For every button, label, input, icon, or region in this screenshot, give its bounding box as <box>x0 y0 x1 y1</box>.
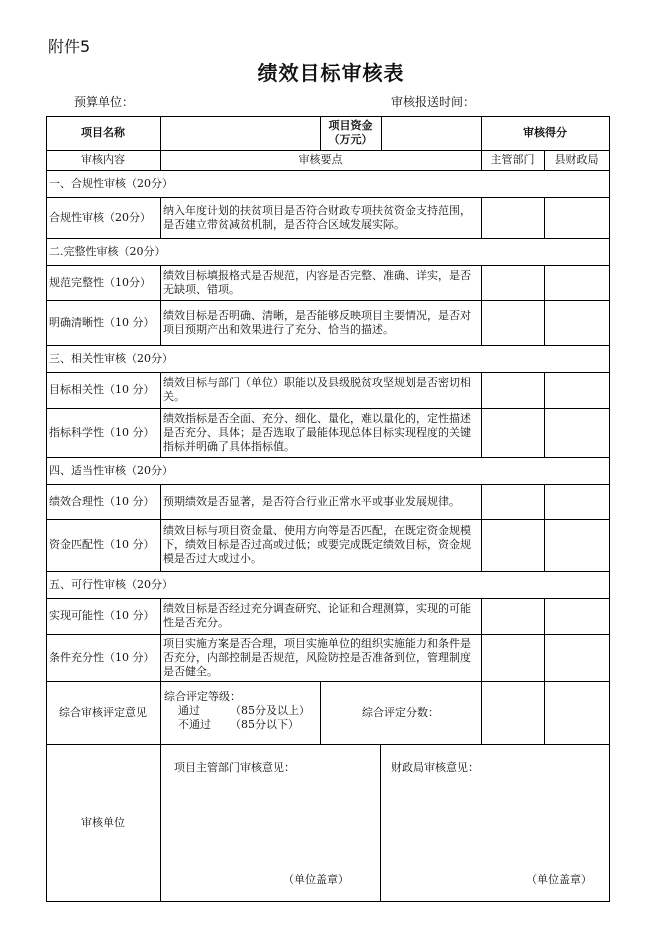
finance-score-cell[interactable] <box>544 265 609 300</box>
item-requirement: 绩效目标是否经过充分调查研究、论证和合理测算，实现的可能性是否充分。 <box>163 602 471 629</box>
item-requirement: 预期绩效是否显著，是否符合行业正常水平或事业发展规律。 <box>163 494 460 508</box>
dept-opinion-label: 项目主管部门审核意见： <box>174 761 295 774</box>
project-fund-header: 项目资金 （万元） <box>328 119 373 146</box>
dept-score-cell[interactable] <box>481 300 544 345</box>
finance-score-cell[interactable] <box>544 197 609 238</box>
grade-pass: 通过 <box>178 704 200 717</box>
section-title: 三、相关性审核（20分） <box>49 351 173 365</box>
finance-opinion-label: 财政局审核意见： <box>391 761 479 774</box>
budget-unit-label: 预算单位： <box>74 95 135 109</box>
finance-score-cell[interactable] <box>544 598 609 634</box>
project-name-header: 项目名称 <box>81 126 125 139</box>
finance-score-cell[interactable] <box>544 408 609 457</box>
item-requirement: 绩效目标是否明确、清晰，是否能够反映项目主要情况，是否对项目预期产出和效果进行了充分、恰当的描述。 <box>163 308 471 336</box>
attachment-label: 附件5 <box>48 37 91 56</box>
dept-score-cell[interactable] <box>481 598 544 634</box>
points-header: 审核要点 <box>298 153 343 166</box>
dept-score-cell[interactable] <box>481 519 544 571</box>
dept-score-cell[interactable] <box>481 197 544 238</box>
finance-score-cell[interactable] <box>544 634 609 681</box>
dept-total-score-cell[interactable] <box>481 681 544 744</box>
section-title: 二.完整性审核（20分） <box>49 244 166 258</box>
summary-label: 综合审核评定意见 <box>59 705 147 719</box>
item-name: 资金匹配性（10 分） <box>49 538 155 551</box>
item-requirement: 绩效目标填报格式是否规范，内容是否完整、准确、详实，是否无缺项、错项。 <box>163 268 471 296</box>
dept-seal-label: （单位盖章） <box>283 873 349 886</box>
grade-fail-row <box>164 718 310 732</box>
item-name: 明确清晰性（10 分） <box>49 315 155 329</box>
item-name: 绩效合理性（10 分） <box>49 494 155 508</box>
item-name: 规范完整性（10分） <box>49 275 151 289</box>
item-name: 目标相关性（10 分） <box>49 383 155 396</box>
section-title: 一、合规性审核（20分） <box>49 176 173 190</box>
grade-pass-note: （85分及以上） <box>230 704 310 717</box>
finance-total-score-cell[interactable] <box>544 681 609 744</box>
grade-block <box>164 690 310 732</box>
item-requirement: 绩效目标与部门（单位）职能以及县级脱贫攻坚规划是否密切相关。 <box>163 376 471 403</box>
content-header: 审核内容 <box>81 153 125 166</box>
item-name: 指标科学性（10 分） <box>49 425 155 439</box>
dept-header: 主管部门 <box>490 153 535 166</box>
grade-fail: 不通过 <box>178 718 211 731</box>
finance-score-cell[interactable] <box>544 484 609 519</box>
finance-score-cell[interactable] <box>544 300 609 345</box>
section-title: 五、可行性审核（20分） <box>49 577 173 591</box>
item-requirement: 纳入年度计划的扶贫项目是否符合财政专项扶贫资金支持范围，是否建立带贫减贫机制，是否符合区域发展实际。 <box>163 203 471 231</box>
finance-score-cell[interactable] <box>544 519 609 571</box>
grade-label: 综合评定等级： <box>164 690 241 703</box>
finance-seal-label: （单位盖章） <box>526 873 592 886</box>
item-requirement: 绩效指标是否全面、充分、细化、量化，难以量化的，定性描述是否充分、具体；是否选取了最能体现总体目标实现程度的关键指标并明确了具体指标值。 <box>163 411 471 453</box>
submit-time-label: 审核报送时间： <box>391 95 476 109</box>
project-fund-input[interactable] <box>381 116 481 150</box>
item-name: 实现可能性（10 分） <box>49 609 155 622</box>
dept-score-cell[interactable] <box>481 372 544 408</box>
review-unit-label: 审核单位 <box>81 815 125 829</box>
dept-score-cell[interactable] <box>481 265 544 300</box>
dept-score-cell[interactable] <box>481 408 544 457</box>
score-header: 审核得分 <box>523 126 567 139</box>
item-requirement: 项目实施方案是否合理，项目实施单位的组织实施能力和条件是否充分，内部控制是否规范，风险防控是否准备到位，管理制度是否健全。 <box>163 636 471 678</box>
item-requirement: 绩效目标与项目资金量、使用方向等是否匹配，在既定资金规模下，绩效目标是否过高或过低；或要完成既定绩效目标，资金规模是否过大或过小。 <box>163 524 471 565</box>
grade-pass-row <box>164 704 310 718</box>
section-title: 四、适当性审核（20分） <box>49 463 173 477</box>
item-name: 条件充分性（10 分） <box>49 650 155 664</box>
grade-fail-note: （85分以下） <box>230 718 299 731</box>
item-name: 合规性审核（20分） <box>49 210 151 224</box>
score-label: 综合评定分数： <box>362 705 439 719</box>
dept-score-cell[interactable] <box>481 484 544 519</box>
project-name-input[interactable] <box>160 116 320 150</box>
page-title: 绩效目标审核表 <box>257 61 405 85</box>
finance-header: 县财政局 <box>554 153 599 166</box>
finance-score-cell[interactable] <box>544 372 609 408</box>
dept-score-cell[interactable] <box>481 634 544 681</box>
